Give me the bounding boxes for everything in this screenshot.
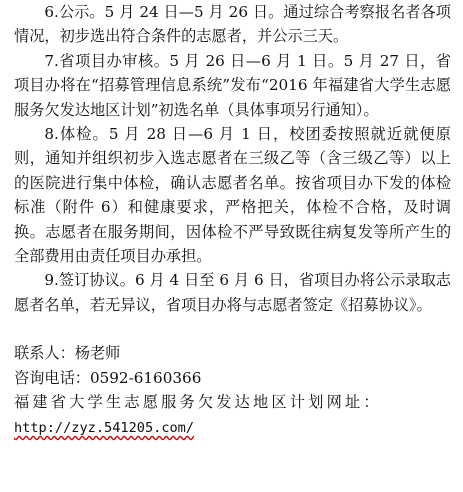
paragraph-publicity: 6.公示。5 月 24 日—5 月 26 日。通过综合考察报名者各项情况，初步选出符合条件的志愿者，并公示三天。 [14,3,451,46]
contact-phone: 咨询电话：0592-6160366 [14,368,202,387]
spacer [14,317,451,341]
website-label: 福建省大学生志愿服务欠发达地区计划网址： [14,393,382,412]
contact-person: 联系人：杨老师 [14,344,121,363]
paragraph-physical-exam: 8.体检。5 月 28 日—6 月 1 日，校团委按照就近就便原则，通知并组织初步入选志愿者在三级乙等（含三级乙等）以上的医院进行集中体检，确认志愿者名单。按省项目办下发的体检标准（附件 6）和健康要求，严格把关，体检不合格，及时调换。志愿者在服务期间，因体检不严导致既往病复发等所产生的全部费用由责任项目办承担。 [14,125,451,266]
paragraph-sign-agreement: 9.签订协议。6 月 4 日至 6 月 6 日，省项目办将公示录取志愿者名单，若无异议，省项目办将与志愿者签定《招募协议》。 [14,271,451,314]
website-link[interactable]: http://zyz.541205.com/ [14,420,195,437]
paragraph-provincial-review: 7.省项目办审核。5 月 26 日—6 月 1 日。5 月 27 日，省项目办将在“招募管理信息系统”发布“2016 年福建省大学生志愿服务欠发达地区计划”初选名单（具体事项另行通知）。 [14,51,451,119]
